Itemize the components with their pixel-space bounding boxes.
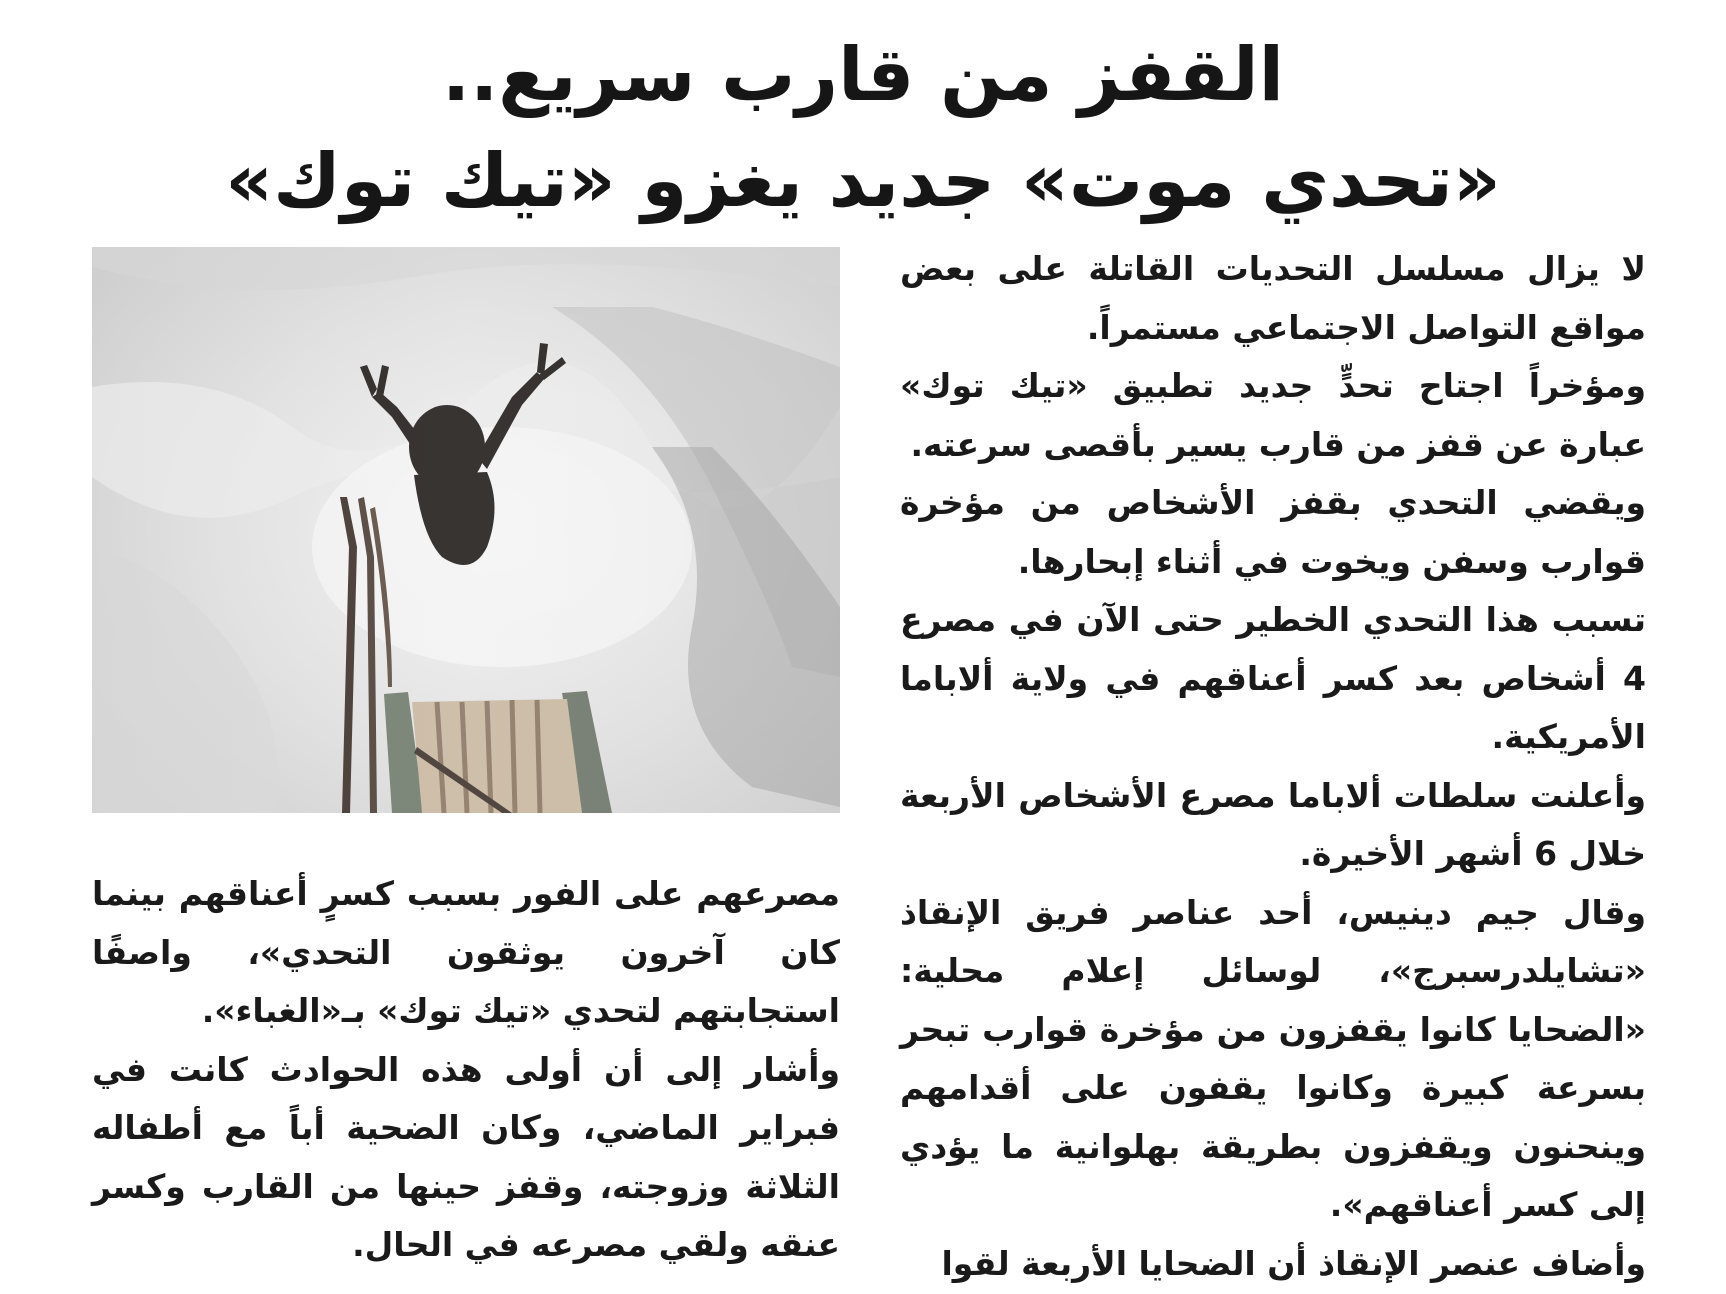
article-right-column — [900, 240, 1646, 1293]
person-jumping-from-boat-photo — [92, 247, 840, 813]
headline-line-1: القفز من قارب سريع.. — [442, 32, 1284, 118]
article-paragraph: لا يزال مسلسل التحديات القاتلة على بعض مواقع التواصل الاجتماعي مستمراً. — [900, 249, 1646, 347]
article-paragraph: ومؤخراً اجتاح تحدٍّ جديد تطبيق «تيك توك» عبارة عن قفز من قارب يسير بأقصى سرعته. — [900, 366, 1646, 464]
article-left-column — [92, 865, 840, 1275]
article-paragraph: مصرعهم على الفور بسبب كسرٍ أعناقهم بينما كان آخرون يوثقون التحدي»، واصفًا استجابتهم لتحدي «تيك توك» بـ«الغباء». — [92, 874, 840, 1030]
article-paragraph: تسبب هذا التحدي الخطير حتى الآن في مصرع 4 أشخاص بعد كسر أعناقهم في ولاية ألاباما الأمريكية. — [900, 600, 1646, 756]
headline — [0, 22, 1726, 234]
article-photo — [92, 247, 840, 813]
article-paragraph: وقال جيم دينيس، أحد عناصر فريق الإنقاذ «تشايلدرسبرج»، لوسائل إعلام محلية: «الضحايا كانوا يقفزون من مؤخرة قوارب تبحر بسرعة كبيرة وكانوا يقفون على أقدامهم وينحنون ويقفزون بطريقة بهلوانية ما يؤدي إلى كسر أعناقهم». — [900, 892, 1646, 1224]
headline-line-2: «تحدي موت» جديد يغزو «تيك توك» — [225, 138, 1501, 224]
article-paragraph: وأشار إلى أن أولى هذه الحوادث كانت في فبراير الماضي، وكان الضحية أباً مع أطفاله الثلاثة وزوجته، وقفز حينها من القارب وكسر عنقه ولقي مصرعه في الحال. — [92, 1049, 840, 1264]
article-paragraph: ويقضي التحدي بقفز الأشخاص من مؤخرة قوارب وسفن ويخوت في أثناء إبحارها. — [900, 483, 1646, 581]
article-paragraph: وأضاف عنصر الإنقاذ أن الضحايا الأربعة لقوا — [941, 1243, 1646, 1283]
article-paragraph: وأعلنت سلطات ألاباما مصرع الأشخاص الأربعة خلال 6 أشهر الأخيرة. — [900, 775, 1646, 873]
